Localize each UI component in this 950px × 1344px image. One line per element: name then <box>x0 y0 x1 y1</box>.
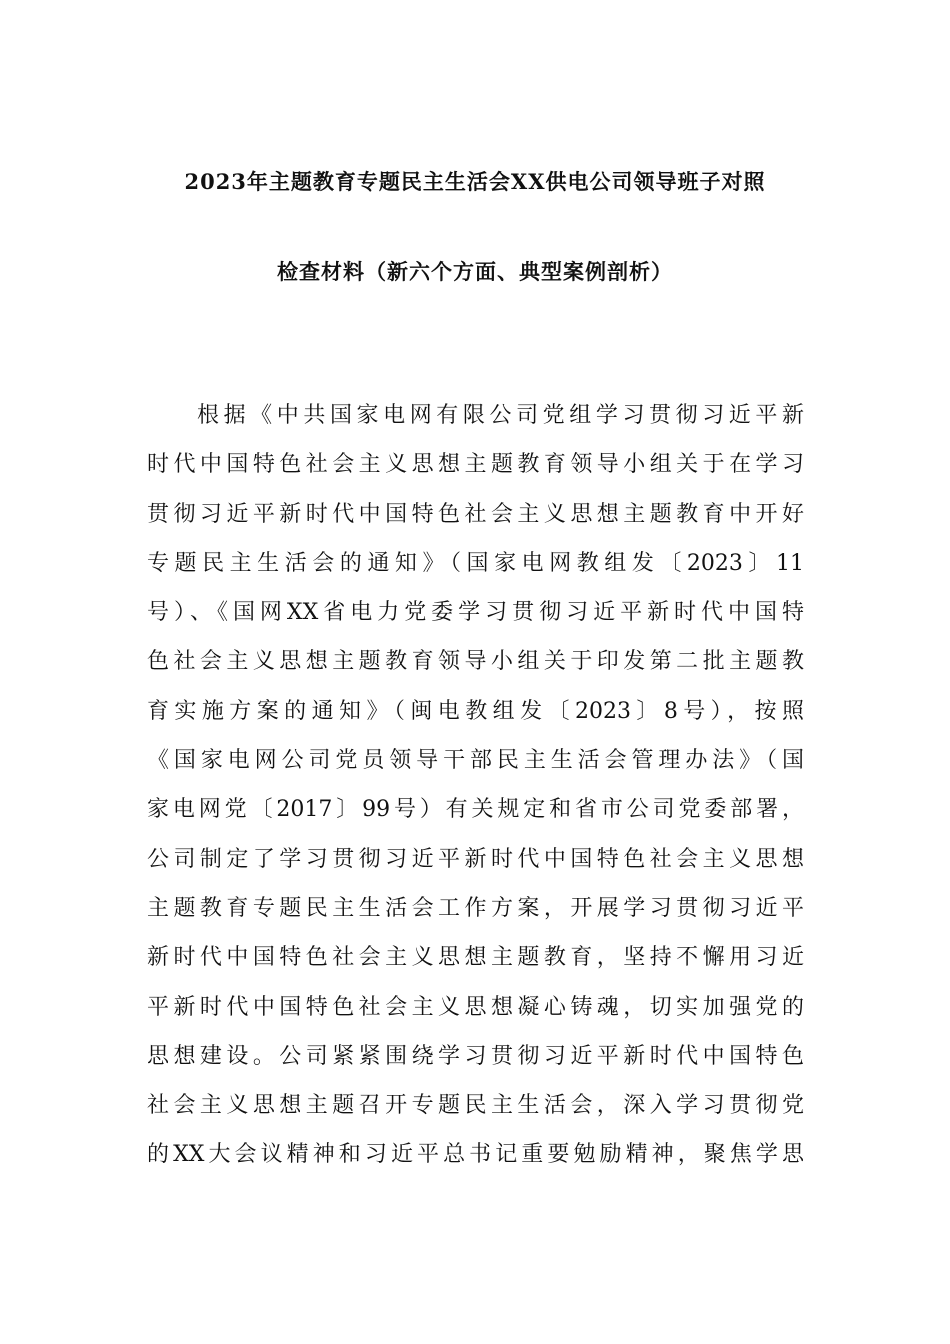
document-title-line-2: 检查材料（新六个方面、典型案例剖析） <box>277 259 673 284</box>
document-title-line-1: 2023年主题教育专题民主生活会XX供电公司领导班子对照 <box>184 169 766 194</box>
body-line: 贯彻习近平新时代中国特色社会主义思想主题教育中开好 <box>147 501 804 527</box>
body-line: 主题教育专题民主生活会工作方案，开展学习贯彻习近平 <box>147 895 804 921</box>
body-line: 公司制定了学习贯彻习近平新时代中国特色社会主义思想 <box>147 846 804 872</box>
body-line: 平新时代中国特色社会主义思想凝心铸魂，切实加强党的 <box>147 994 804 1020</box>
body-line: 根据《中共国家电网有限公司党组学习贯彻习近平新 <box>197 403 804 428</box>
body-line: 时代中国特色社会主义思想主题教育领导小组关于在学习 <box>147 452 804 478</box>
body-line: 专题民主生活会的通知》（国家电网教组发〔2023〕11 <box>147 550 804 576</box>
body-line: 号）、《国网XX省电力党委学习贯彻习近平新时代中国特 <box>147 600 804 626</box>
body-line: 的XX大会议精神和习近平总书记重要勉励精神，聚焦学思 <box>147 1142 804 1168</box>
body-line: 思想建设。公司紧紧围绕学习贯彻习近平新时代中国特色 <box>147 1043 804 1069</box>
body-line: 社会主义思想主题召开专题民主生活会，深入学习贯彻党 <box>147 1093 804 1119</box>
document-body-paragraph <box>147 399 804 1188</box>
body-line: 色社会主义思想主题教育领导小组关于印发第二批主题教 <box>147 649 804 675</box>
body-line: 《国家电网公司党员领导干部民主生活会管理办法》（国 <box>147 748 804 774</box>
body-line: 新时代中国特色社会主义思想主题教育，坚持不懈用习近 <box>147 945 804 971</box>
body-line: 育实施方案的通知》（闽电教组发〔2023〕8号），按照 <box>147 698 804 724</box>
body-line: 家电网党〔2017〕99号）有关规定和省市公司党委部署， <box>147 797 804 823</box>
